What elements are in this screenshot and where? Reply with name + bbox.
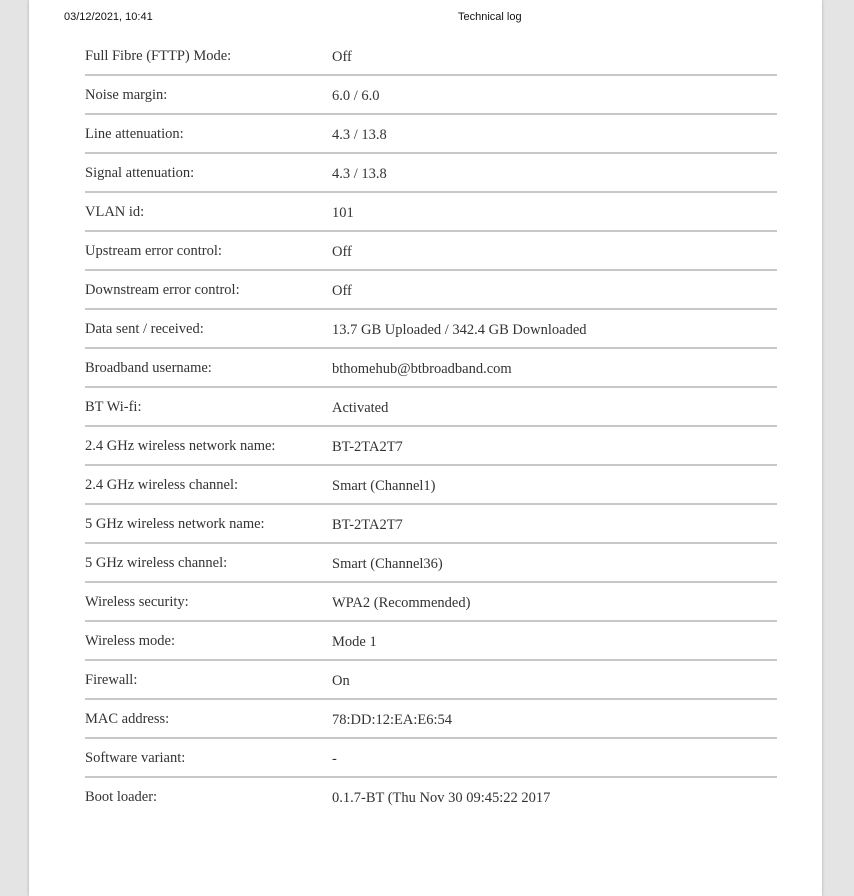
row-value: Activated	[332, 400, 389, 416]
row-label: Data sent / received:	[85, 321, 204, 337]
row-label: Wireless mode:	[85, 633, 176, 649]
print-header	[29, 11, 822, 25]
row-wireless-mode	[85, 622, 777, 661]
row-boot-loader	[85, 778, 777, 815]
row-label: Software variant:	[85, 750, 186, 766]
row-label: Firewall:	[85, 672, 138, 688]
row-firewall	[85, 661, 777, 700]
row-signal-attenuation	[85, 154, 777, 193]
row-label: Upstream error control:	[85, 243, 222, 259]
row-value: Off	[332, 49, 352, 65]
row-label: 5 GHz wireless channel:	[85, 555, 228, 571]
row-value: 4.3 / 13.8	[332, 127, 387, 143]
row-mac-address	[85, 700, 777, 739]
row-label: Boot loader:	[85, 789, 158, 805]
row-downstream-error-control	[85, 271, 777, 310]
row-fttp-mode	[85, 37, 777, 76]
row-value: 101	[332, 205, 354, 221]
row-label: Full Fibre (FTTP) Mode:	[85, 48, 232, 64]
printed-page	[29, 0, 822, 896]
row-value: Mode 1	[332, 634, 377, 650]
row-label: MAC address:	[85, 711, 170, 727]
row-bt-wifi	[85, 388, 777, 427]
row-label: BT Wi-fi:	[85, 399, 142, 415]
row-24ghz-network-name	[85, 427, 777, 466]
row-label: Signal attenuation:	[85, 165, 195, 181]
row-label: 2.4 GHz wireless network name:	[85, 438, 276, 454]
row-label: Broadband username:	[85, 360, 212, 376]
row-value: -	[332, 751, 337, 767]
row-line-attenuation	[85, 115, 777, 154]
row-label: 5 GHz wireless network name:	[85, 516, 265, 532]
row-value: Smart (Channel1)	[332, 478, 436, 494]
row-software-variant	[85, 739, 777, 778]
row-value: On	[332, 673, 350, 689]
row-value: Off	[332, 283, 352, 299]
row-value: Off	[332, 244, 352, 260]
row-24ghz-channel	[85, 466, 777, 505]
row-label: Noise margin:	[85, 87, 168, 103]
row-label: VLAN id:	[85, 204, 145, 220]
print-datetime: 03/12/2021, 10:41	[64, 11, 153, 23]
row-noise-margin	[85, 76, 777, 115]
row-value: WPA2 (Recommended)	[332, 595, 471, 611]
row-data-sent-received	[85, 310, 777, 349]
print-title: Technical log	[458, 11, 522, 23]
row-value: 0.1.7-BT (Thu Nov 30 09:45:22 2017	[332, 790, 551, 806]
technical-log-table	[85, 37, 777, 815]
row-wireless-security	[85, 583, 777, 622]
row-5ghz-channel	[85, 544, 777, 583]
row-value: 13.7 GB Uploaded / 342.4 GB Downloaded	[332, 322, 587, 338]
row-value: 6.0 / 6.0	[332, 88, 380, 104]
row-broadband-username	[85, 349, 777, 388]
row-label: 2.4 GHz wireless channel:	[85, 477, 239, 493]
row-label: Wireless security:	[85, 594, 189, 610]
row-value: bthomehub@btbroadband.com	[332, 361, 512, 377]
row-label: Line attenuation:	[85, 126, 184, 142]
row-label: Downstream error control:	[85, 282, 240, 298]
row-value: Smart (Channel36)	[332, 556, 443, 572]
row-value: BT-2TA2T7	[332, 439, 403, 455]
row-vlan-id	[85, 193, 777, 232]
row-value: 78:DD:12:EA:E6:54	[332, 712, 453, 728]
row-5ghz-network-name	[85, 505, 777, 544]
row-value: BT-2TA2T7	[332, 517, 403, 533]
row-upstream-error-control	[85, 232, 777, 271]
row-value: 4.3 / 13.8	[332, 166, 387, 182]
